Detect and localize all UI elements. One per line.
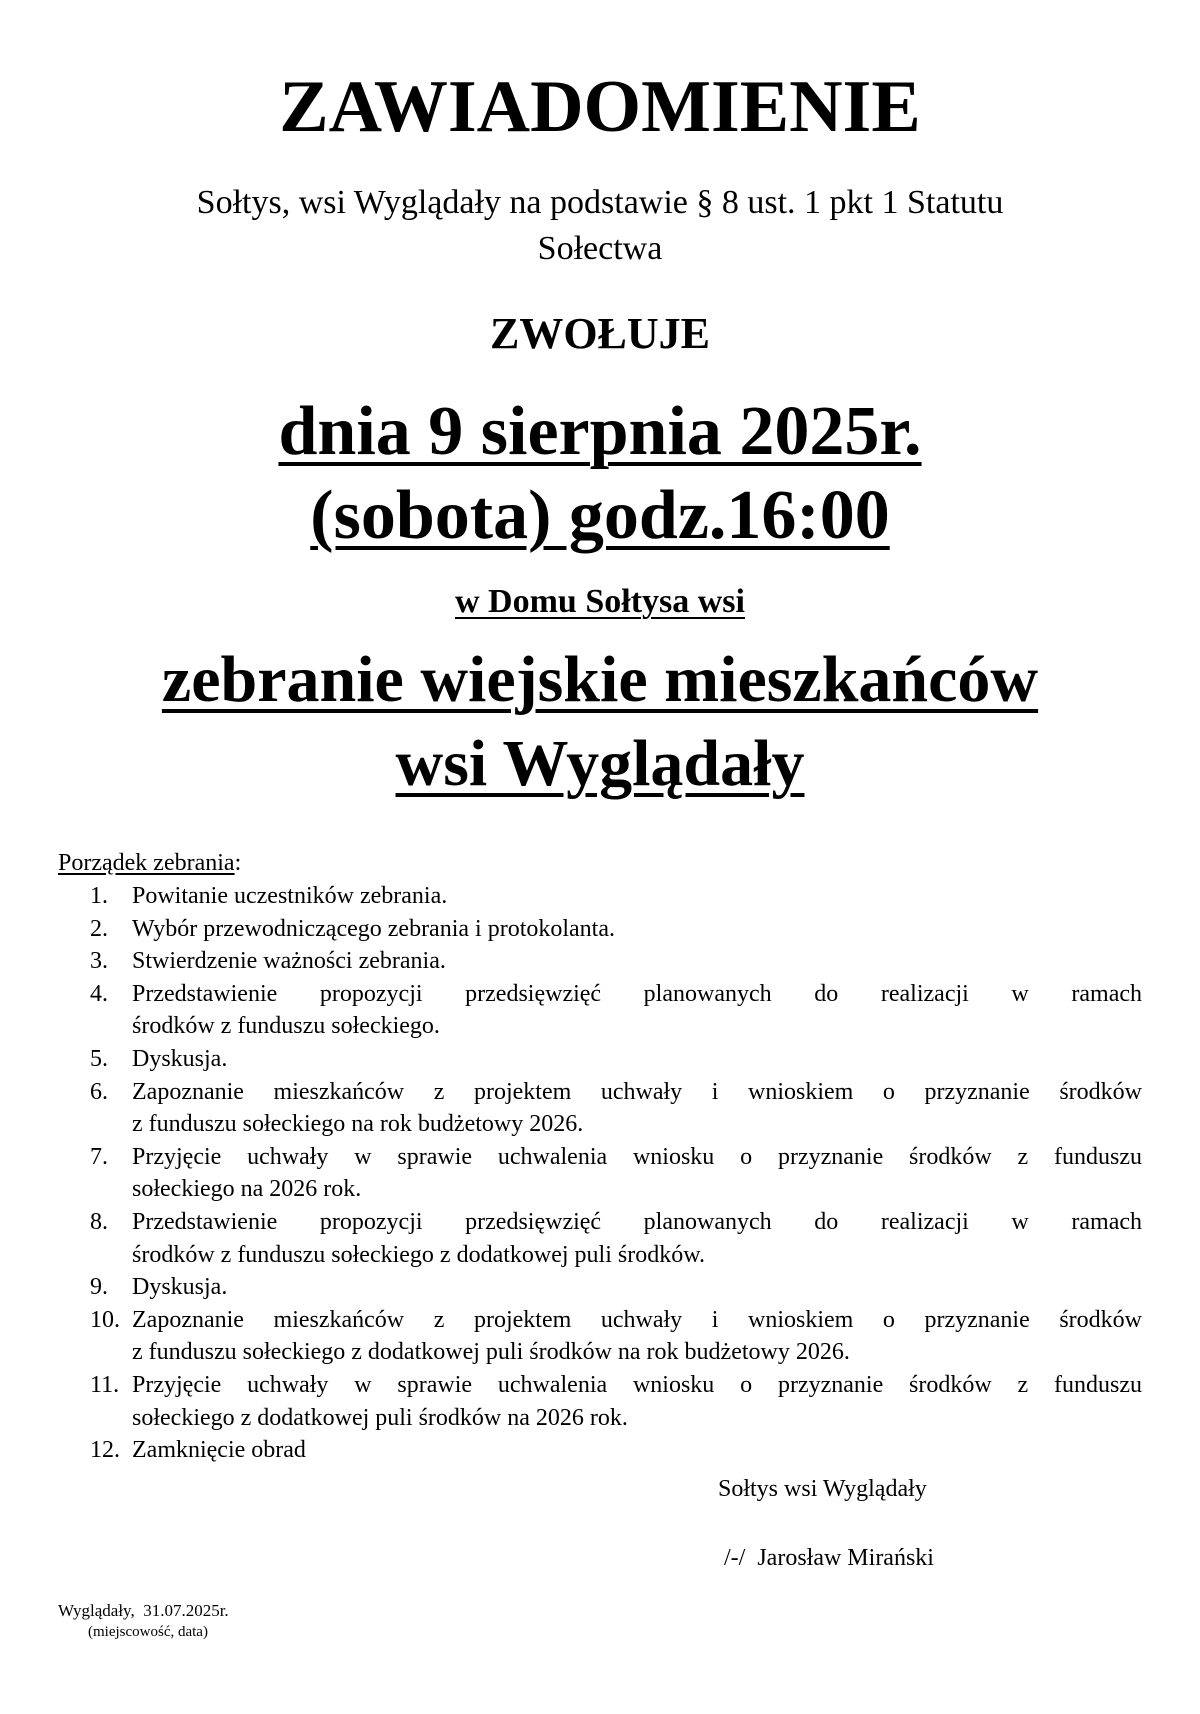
agenda-item-number: 12. — [90, 1437, 120, 1464]
meeting-name-line-2: wsi Wyglądały — [395, 727, 805, 800]
agenda-item-text — [132, 1206, 1142, 1271]
meeting-date: dnia 9 sierpnia 2025r. — [278, 393, 922, 470]
agenda-item — [90, 1141, 1142, 1206]
agenda-item-line: Stwierdzenie ważności zebrania. — [132, 948, 446, 975]
place-and-date-caption: (miejscowość, data) — [88, 1624, 208, 1640]
agenda-item-line: sołeckiego na 2026 rok. — [132, 1176, 362, 1203]
place-and-date: Wyglądały, 31.07.2025r. — [58, 1601, 229, 1620]
meeting-date-time — [0, 390, 1200, 558]
agenda-item-text — [132, 1304, 1142, 1369]
agenda-item-number: 7. — [90, 1143, 108, 1170]
agenda-item-line: Dyskusja. — [132, 1045, 228, 1072]
agenda-item — [90, 1076, 1142, 1141]
agenda-item-text — [132, 880, 1142, 913]
agenda-item-text — [132, 1043, 1142, 1076]
notice-preamble — [0, 180, 1200, 272]
document-title: ZAWIADOMIENIE — [279, 66, 921, 148]
agenda-item-number: 3. — [90, 948, 108, 975]
signer-role: Sołtys wsi Wyglądały — [718, 1476, 927, 1502]
agenda-item — [90, 1043, 1142, 1076]
agenda-item-text — [132, 1271, 1142, 1304]
agenda-heading-colon: : — [234, 850, 242, 876]
agenda-item-line: Przyjęcie uchwały w sprawie uchwalenia wniosku o przyznanie środków z funduszu — [132, 1143, 1142, 1170]
agenda-item-text — [132, 1076, 1142, 1141]
agenda-item-number: 10. — [90, 1306, 120, 1333]
agenda-item-number: 5. — [90, 1045, 108, 1072]
agenda-item-line: Przedstawienie propozycji przedsięwzięć planowanych do realizacji w ramach — [132, 980, 1142, 1007]
agenda-item-text — [132, 1141, 1142, 1206]
agenda-item — [90, 880, 1142, 913]
agenda-item — [90, 978, 1142, 1043]
agenda-item-text — [132, 945, 1142, 978]
agenda-item-line: Zapoznanie mieszkańców z projektem uchwały i wnioskiem o przyznanie środków — [132, 1078, 1142, 1105]
preamble-line-1: Sołtys, wsi Wyglądały na podstawie § 8 ust. 1 pkt 1 Statutu — [196, 184, 1004, 221]
agenda-item — [90, 1369, 1142, 1434]
meeting-venue: w Domu Sołtysa wsi — [455, 583, 745, 620]
agenda-item-line: środków z funduszu sołeckiego. — [132, 1013, 440, 1040]
agenda-item-number: 9. — [90, 1274, 108, 1301]
agenda-item-number: 11. — [90, 1371, 120, 1398]
agenda-item-line: środków z funduszu sołeckiego z dodatkowej puli środków. — [132, 1241, 705, 1268]
agenda-item-line: Powitanie uczestników zebrania. — [132, 883, 448, 909]
agenda-item-text — [132, 1434, 1142, 1467]
agenda-item-line: Dyskusja. — [132, 1274, 228, 1301]
agenda-item — [90, 1304, 1142, 1369]
agenda-item-line: Zamknięcie obrad — [132, 1437, 306, 1464]
agenda-item-line: Wybór przewodniczącego zebrania i protokolanta. — [132, 915, 615, 942]
signer-name: /-/ Jarosław Mirański — [724, 1545, 934, 1571]
agenda-item-number: 4. — [90, 980, 108, 1007]
preamble-line-2: Sołectwa — [537, 230, 663, 267]
agenda-item-line: sołeckiego z dodatkowej puli środków na 2026 rok. — [132, 1404, 628, 1431]
agenda-item — [90, 1271, 1142, 1304]
convenes-heading: ZWOŁUJE — [489, 309, 711, 358]
agenda-heading-label: Porządek zebrania — [58, 850, 235, 876]
meeting-day-time: (sobota) godz.16:00 — [310, 477, 890, 554]
agenda-item-line: Przedstawienie propozycji przedsięwzięć planowanych do realizacji w ramach — [132, 1208, 1142, 1235]
agenda-item — [90, 1434, 1142, 1467]
agenda-item-line: z funduszu sołeckiego na rok budżetowy 2026. — [132, 1111, 584, 1138]
agenda-item — [90, 913, 1142, 946]
meeting-name — [0, 638, 1200, 806]
agenda-item — [90, 945, 1142, 978]
agenda-item-text — [132, 1369, 1142, 1434]
agenda-item-text — [132, 913, 1142, 946]
agenda-item-line: z funduszu sołeckiego z dodatkowej puli środków na rok budżetowy 2026. — [132, 1339, 850, 1366]
agenda-item-line: Zapoznanie mieszkańców z projektem uchwały i wnioskiem o przyznanie środków — [132, 1306, 1142, 1333]
agenda-item — [90, 1206, 1142, 1271]
agenda-item-line: Przyjęcie uchwały w sprawie uchwalenia wniosku o przyznanie środków z funduszu — [132, 1371, 1142, 1398]
agenda-item-text — [132, 978, 1142, 1043]
agenda-list — [90, 880, 1142, 1467]
meeting-name-line-1: zebranie wiejskie mieszkańców — [161, 643, 1039, 716]
agenda-heading — [58, 848, 241, 878]
agenda-item-number: 6. — [90, 1078, 108, 1105]
agenda-item-number: 2. — [90, 915, 108, 942]
agenda-item-number: 1. — [90, 883, 108, 909]
agenda-item-number: 8. — [90, 1208, 108, 1235]
